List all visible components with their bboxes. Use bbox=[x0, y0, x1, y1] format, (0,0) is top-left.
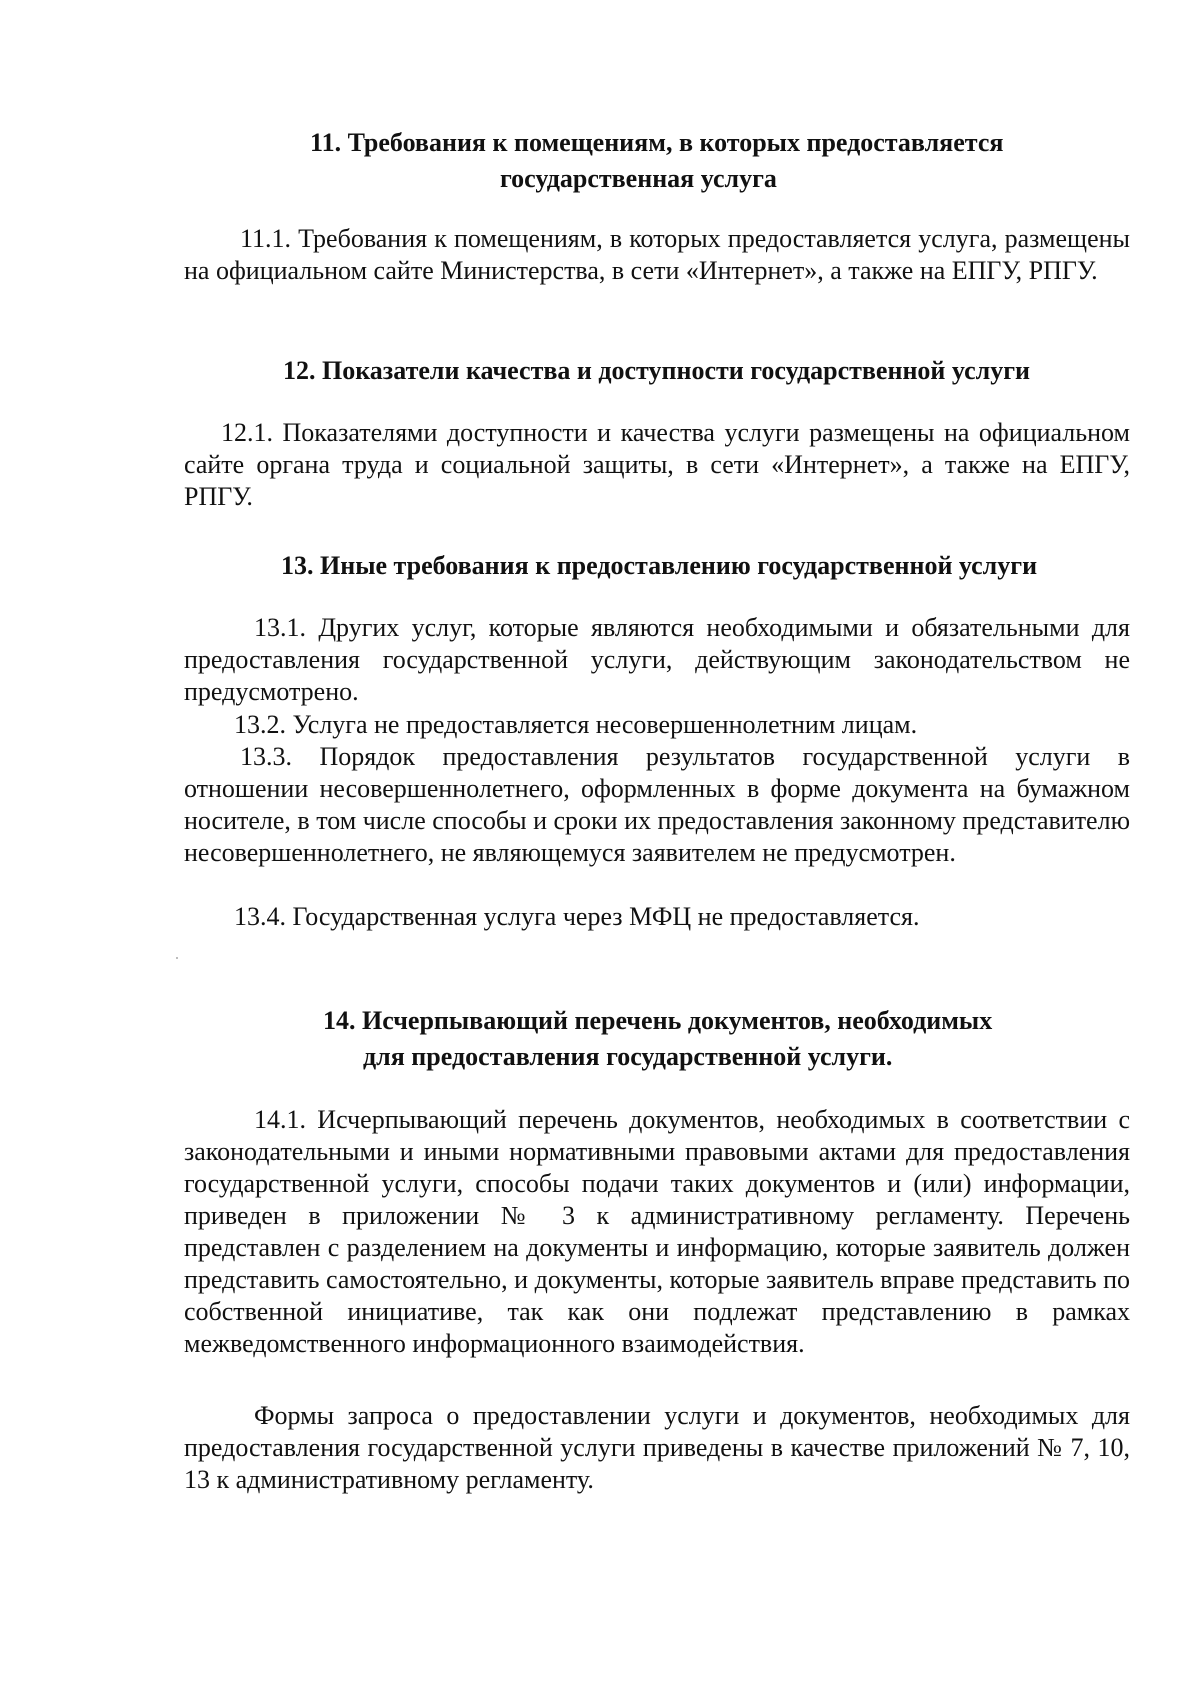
section-11-heading-line2: государственная услуга bbox=[500, 164, 777, 193]
paragraph-11-1: 11.1. Требования к помещениям, в которых предоставляется услуга, размещены на официальном сайте Министерства, в сети «Интернет», а также на ЕПГУ, РПГУ. bbox=[184, 224, 1130, 285]
paragraph-14-1: 14.1. Исчерпывающий перечень документов, необходимых в соответствии с законодательными и иными нормативными правовыми актами для предоставления государственной услуги, способы подачи таких документов и (или) информации, приведен в приложении № 3 к административному регламенту. Перечень представлен с разделением на документы и информацию, которые заявитель должен представить самостоятельно, и документы, которые заявитель вправе представить по собственной инициативе, так как они подлежат представлению в рамках межведомственного информационного взаимодействия. bbox=[184, 1105, 1130, 1358]
scan-speck bbox=[176, 957, 178, 959]
paragraph-12-1: 12.1. Показателями доступности и качества услуги размещены на официальном сайте органа труда и социальной защиты, в сети «Интернет», а также на ЕПГУ, РПГУ. bbox=[184, 418, 1130, 511]
section-12-heading: 12. Показатели качества и доступности государственной услуги bbox=[283, 356, 1031, 385]
paragraph-13-1: 13.1. Других услуг, которые являются необходимыми и обязательными для предоставления государственной услуги, действующим законодательством не предусмотрено. bbox=[184, 613, 1130, 706]
section-14-heading-line1: 14. Исчерпывающий перечень документов, необходимых bbox=[323, 1006, 993, 1035]
paragraph-13-3: 13.3. Порядок предоставления результатов государственной услуги в отношении несовершеннолетнего, оформленных в форме документа на бумажном носителе, в том числе способы и сроки их предоставления законному представителю несовершеннолетнего, не являющемуся заявителем не предусмотрен. bbox=[184, 742, 1130, 867]
section-11-heading-line1: 11. Требования к помещениям, в которых предоставляется bbox=[310, 128, 1004, 157]
section-14-heading-line2: для предоставления государственной услуги. bbox=[363, 1042, 893, 1071]
paragraph-13-4: 13.4. Государственная услуга через МФЦ не предоставляется. bbox=[234, 902, 920, 931]
paragraph-14-forms: Формы запроса о предоставлении услуги и документов, необходимых для предоставления государственной услуги приведены в качестве приложений № 7, 10, 13 к административному регламенту. bbox=[184, 1401, 1130, 1494]
paragraph-13-2: 13.2. Услуга не предоставляется несовершеннолетним лицам. bbox=[234, 710, 918, 739]
section-13-heading: 13. Иные требования к предоставлению государственной услуги bbox=[281, 551, 1038, 580]
